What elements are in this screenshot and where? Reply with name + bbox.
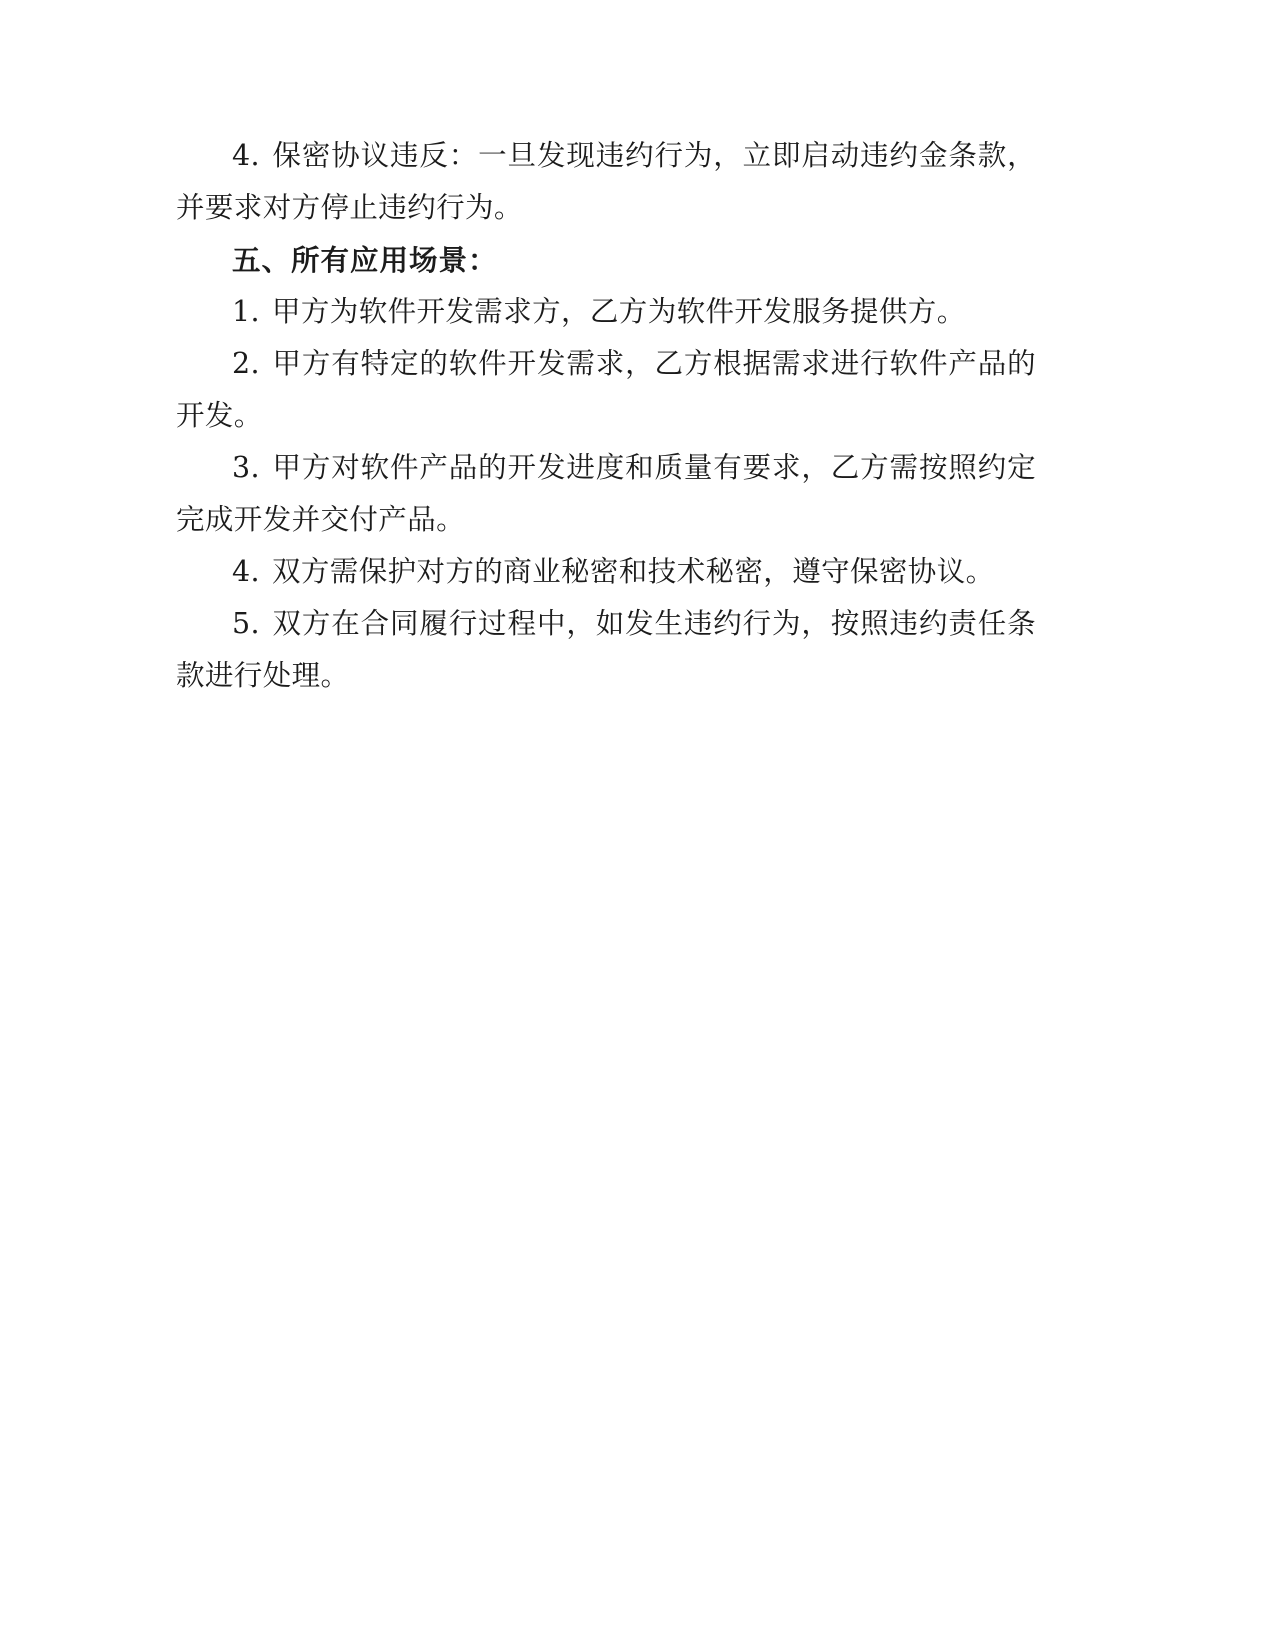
list-item-text: 甲方对软件产品的开发进度和质量有要求，乙方需按照约定完成开发并交付产品。 bbox=[176, 451, 1036, 536]
list-item bbox=[176, 286, 1036, 338]
list-item bbox=[176, 442, 1036, 546]
list-item bbox=[176, 598, 1036, 702]
list-item-number: 2. bbox=[232, 347, 260, 380]
list-item-text: 保密协议违反：一旦发现违约行为，立即启动违约金条款，并要求对方停止违约行为。 bbox=[176, 139, 1036, 224]
list-item-number: 4. bbox=[232, 139, 260, 172]
list-item-text: 甲方有特定的软件开发需求，乙方根据需求进行软件产品的开发。 bbox=[176, 347, 1036, 432]
section-heading: 五、所有应用场景： bbox=[232, 243, 498, 277]
list-item-text: 甲方为软件开发需求方，乙方为软件开发服务提供方。 bbox=[272, 295, 966, 328]
list-item-text: 双方需保护对方的商业秘密和技术秘密，遵守保密协议。 bbox=[272, 555, 995, 588]
list-item-text: 双方在合同履行过程中，如发生违约行为，按照违约责任条款进行处理。 bbox=[176, 607, 1036, 692]
list-item-number: 5. bbox=[232, 607, 260, 640]
list-item bbox=[176, 546, 1036, 598]
list-item bbox=[176, 130, 1036, 234]
list-item-number: 1. bbox=[232, 295, 260, 328]
list-item bbox=[176, 338, 1036, 442]
list-item-number: 3. bbox=[232, 451, 260, 484]
list-item-number: 4. bbox=[232, 555, 260, 588]
document-body bbox=[176, 130, 1036, 702]
